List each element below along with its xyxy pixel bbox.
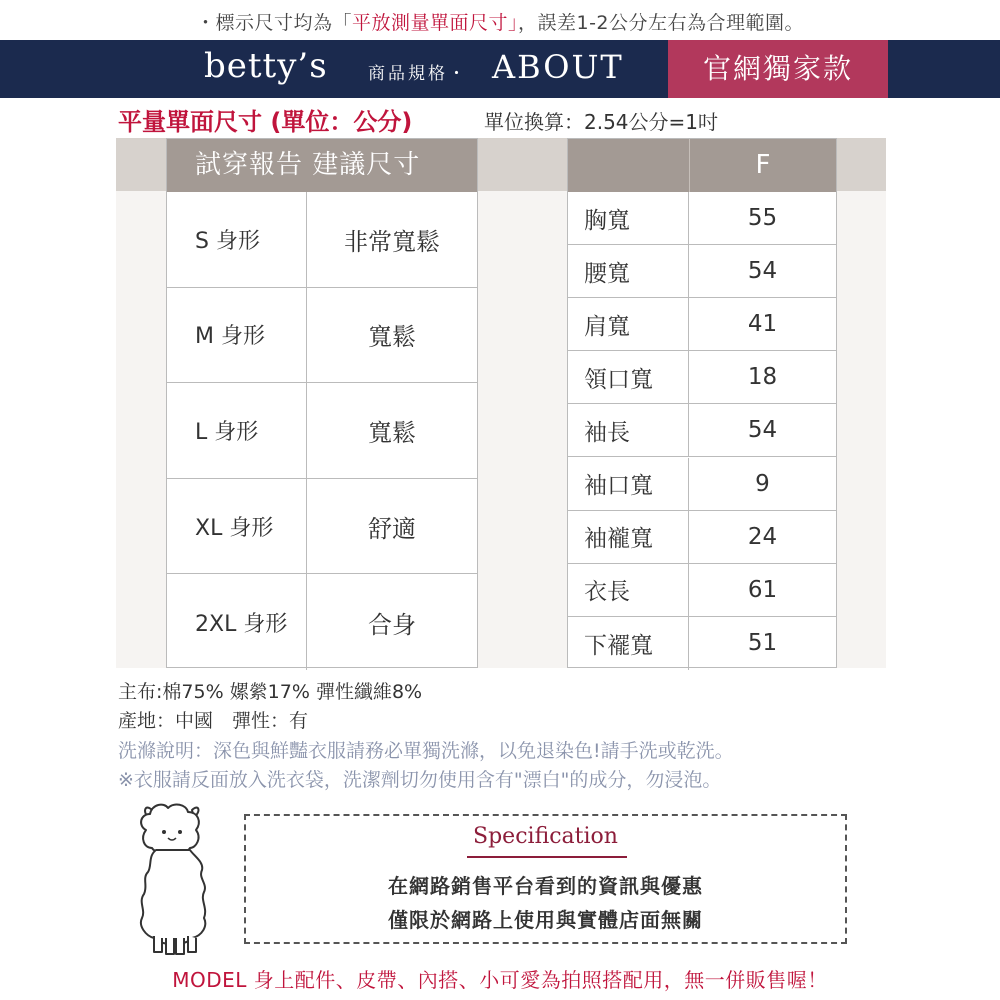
fit-value: 非常寬鬆 <box>344 227 440 256</box>
brand-logo[interactable]: betty’s <box>204 46 328 86</box>
alpaca-icon <box>132 800 216 960</box>
specification-underline <box>467 856 627 858</box>
measure-label: 袖長 <box>568 404 689 456</box>
measure-row <box>568 511 836 564</box>
measure-row <box>568 458 836 511</box>
fit-row <box>167 383 477 479</box>
wash-instruction: 洗滌說明：深色與鮮豔衣服請務必單獨洗滌，以免退染色!請手洗或乾洗。 <box>118 740 734 762</box>
measure-row <box>568 404 836 457</box>
fit-row <box>167 479 477 575</box>
about-label: ABOUT <box>492 48 624 86</box>
measure-value: 24 <box>747 523 778 550</box>
measure-value: 55 <box>747 205 778 232</box>
material-info: 主布:棉75% 嫘縈17% 彈性纖維8% <box>118 681 423 703</box>
panel-band-middle <box>478 138 567 191</box>
measure-row <box>568 192 836 245</box>
specification-line-2: 僅限於網路上使用與實體店面無關 <box>388 908 703 932</box>
fit-size: L 身形 <box>167 383 307 478</box>
measure-label: 下襬寬 <box>568 617 689 670</box>
measure-label: 衣長 <box>568 564 689 616</box>
measure-value: 54 <box>747 417 778 444</box>
fit-value: 寬鬆 <box>368 418 416 447</box>
measure-label: 領口寬 <box>568 351 689 403</box>
fit-value: 寬鬆 <box>368 323 416 352</box>
measure-row <box>568 564 836 617</box>
measure-row <box>568 617 836 670</box>
measure-value: 9 <box>755 470 770 497</box>
notice-highlight: 平放測量單面尺寸」 <box>351 12 518 34</box>
measure-label: 胸寬 <box>568 192 689 244</box>
origin-info: 產地：中國 彈性：有 <box>118 710 309 732</box>
fit-value: 合身 <box>368 610 416 639</box>
spec-label: 商品規格・ <box>368 64 468 84</box>
size-notice: ・標示尺寸均為「平放測量單面尺寸」，誤差1-2公分左右為合理範圍。 <box>195 12 805 34</box>
measure-row <box>568 351 836 404</box>
measure-label: 肩寬 <box>568 298 689 350</box>
fit-size: S 身形 <box>167 192 307 287</box>
size-measure-table <box>567 138 837 668</box>
fit-report-header: 試穿報告 建議尺寸 <box>167 139 477 192</box>
measure-label: 袖襱寬 <box>568 511 689 563</box>
fit-value: 舒適 <box>368 514 416 543</box>
size-header <box>568 139 836 192</box>
panel-band-left <box>116 138 166 191</box>
measure-value: 41 <box>747 311 778 338</box>
measure-value: 51 <box>747 630 778 657</box>
fit-size: M 身形 <box>167 288 307 383</box>
fit-row <box>167 192 477 288</box>
model-accessory-note: MODEL 身上配件、皮帶、內搭、小可愛為拍照搭配用，無一併販售喔！ <box>172 968 828 992</box>
size-column-f: F <box>689 139 836 192</box>
header-bar <box>0 40 1000 98</box>
measure-label: 腰寬 <box>568 245 689 297</box>
fit-size: 2XL 身形 <box>167 574 307 670</box>
specification-box <box>244 814 847 944</box>
fit-row <box>167 288 477 384</box>
fit-report-table <box>166 138 478 668</box>
fit-size: XL 身形 <box>167 479 307 574</box>
specification-title: Specification <box>473 824 618 849</box>
measure-value: 54 <box>747 258 778 285</box>
fit-row <box>167 574 477 670</box>
exclusive-badge: 官網獨家款 <box>668 40 888 98</box>
measure-label: 袖口寬 <box>568 458 689 510</box>
measure-value: 18 <box>747 364 778 391</box>
measure-value: 61 <box>747 576 778 603</box>
measure-title: 平量單面尺寸 (單位：公分) <box>118 108 413 136</box>
measure-row <box>568 245 836 298</box>
measure-row <box>568 298 836 351</box>
specification-line-1: 在網路銷售平台看到的資訊與優惠 <box>388 874 703 898</box>
wash-warning: ※衣服請反面放入洗衣袋，洗潔劑切勿使用含有"漂白"的成分，勿浸泡。 <box>118 769 722 791</box>
unit-conversion: 單位換算：2.54公分=1吋 <box>484 110 719 134</box>
panel-band-right <box>837 138 886 191</box>
